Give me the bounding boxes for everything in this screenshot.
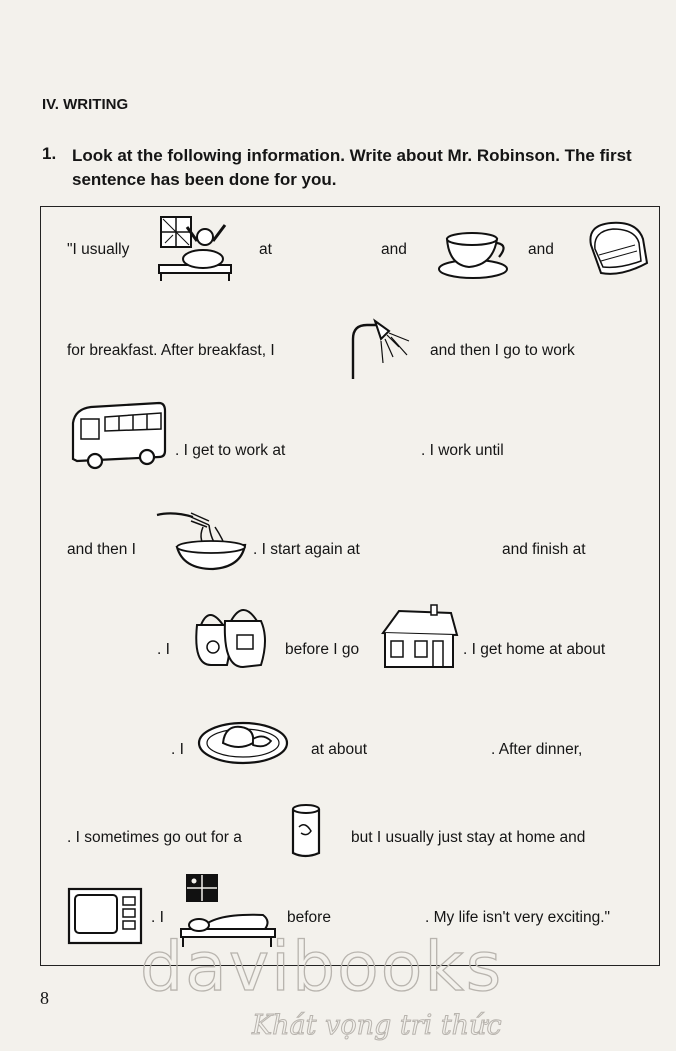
text-and-then-i: and then I	[67, 541, 136, 558]
exercise-instruction: Look at the following information. Write about Mr. Robinson. The first sentence has been done for you.	[72, 146, 632, 189]
drink-can-icon	[287, 801, 327, 861]
text-work-until: . I work until	[421, 442, 504, 459]
text-go-to-work: and then I go to work	[430, 342, 575, 359]
text-i-5: . I	[157, 641, 170, 658]
coffee-cup-icon	[435, 219, 515, 283]
text-before: before	[287, 909, 331, 926]
text-after-dinner: . After dinner,	[491, 741, 583, 758]
section-title: IV. WRITING	[42, 96, 129, 113]
house-icon	[379, 603, 459, 673]
text-start-again: . I start again at	[253, 541, 360, 558]
watermark-tagline: Khát vọng tri thức	[252, 1010, 502, 1041]
shower-icon	[345, 317, 425, 381]
exercise-number: 1.	[42, 144, 57, 163]
waking-up-icon	[153, 213, 243, 289]
page-number: 8	[40, 988, 49, 1008]
text-stay-at-home: but I usually just stay at home and	[351, 829, 586, 846]
text-and-1: and	[381, 241, 407, 258]
noodle-bowl-icon	[153, 507, 249, 575]
text-i-usually: "I usually	[67, 241, 130, 258]
text-at-about: at about	[311, 741, 368, 758]
dinner-plate-icon	[195, 713, 291, 769]
text-i-6: . I	[171, 741, 184, 758]
text-finish-at: and finish at	[502, 541, 586, 558]
bus-icon	[67, 399, 169, 471]
television-icon	[65, 885, 145, 947]
toast-icon	[581, 215, 657, 283]
text-for-breakfast: for breakfast. After breakfast, I	[67, 342, 275, 359]
text-get-home: . I get home at about	[463, 641, 606, 658]
text-and-2: and	[528, 241, 554, 258]
text-go-out-for-a: . I sometimes go out for a	[67, 829, 242, 846]
text-i-8: . I	[151, 909, 164, 926]
text-get-to-work: . I get to work at	[175, 442, 286, 459]
text-life-not-exciting: . My life isn't very exciting."	[425, 909, 611, 926]
passage-box	[40, 206, 660, 966]
text-at-1: at	[259, 241, 272, 258]
text-before-i-go: before I go	[285, 641, 360, 658]
watermark-logo: davibooks	[140, 928, 504, 1007]
shopping-bags-icon	[187, 595, 271, 669]
